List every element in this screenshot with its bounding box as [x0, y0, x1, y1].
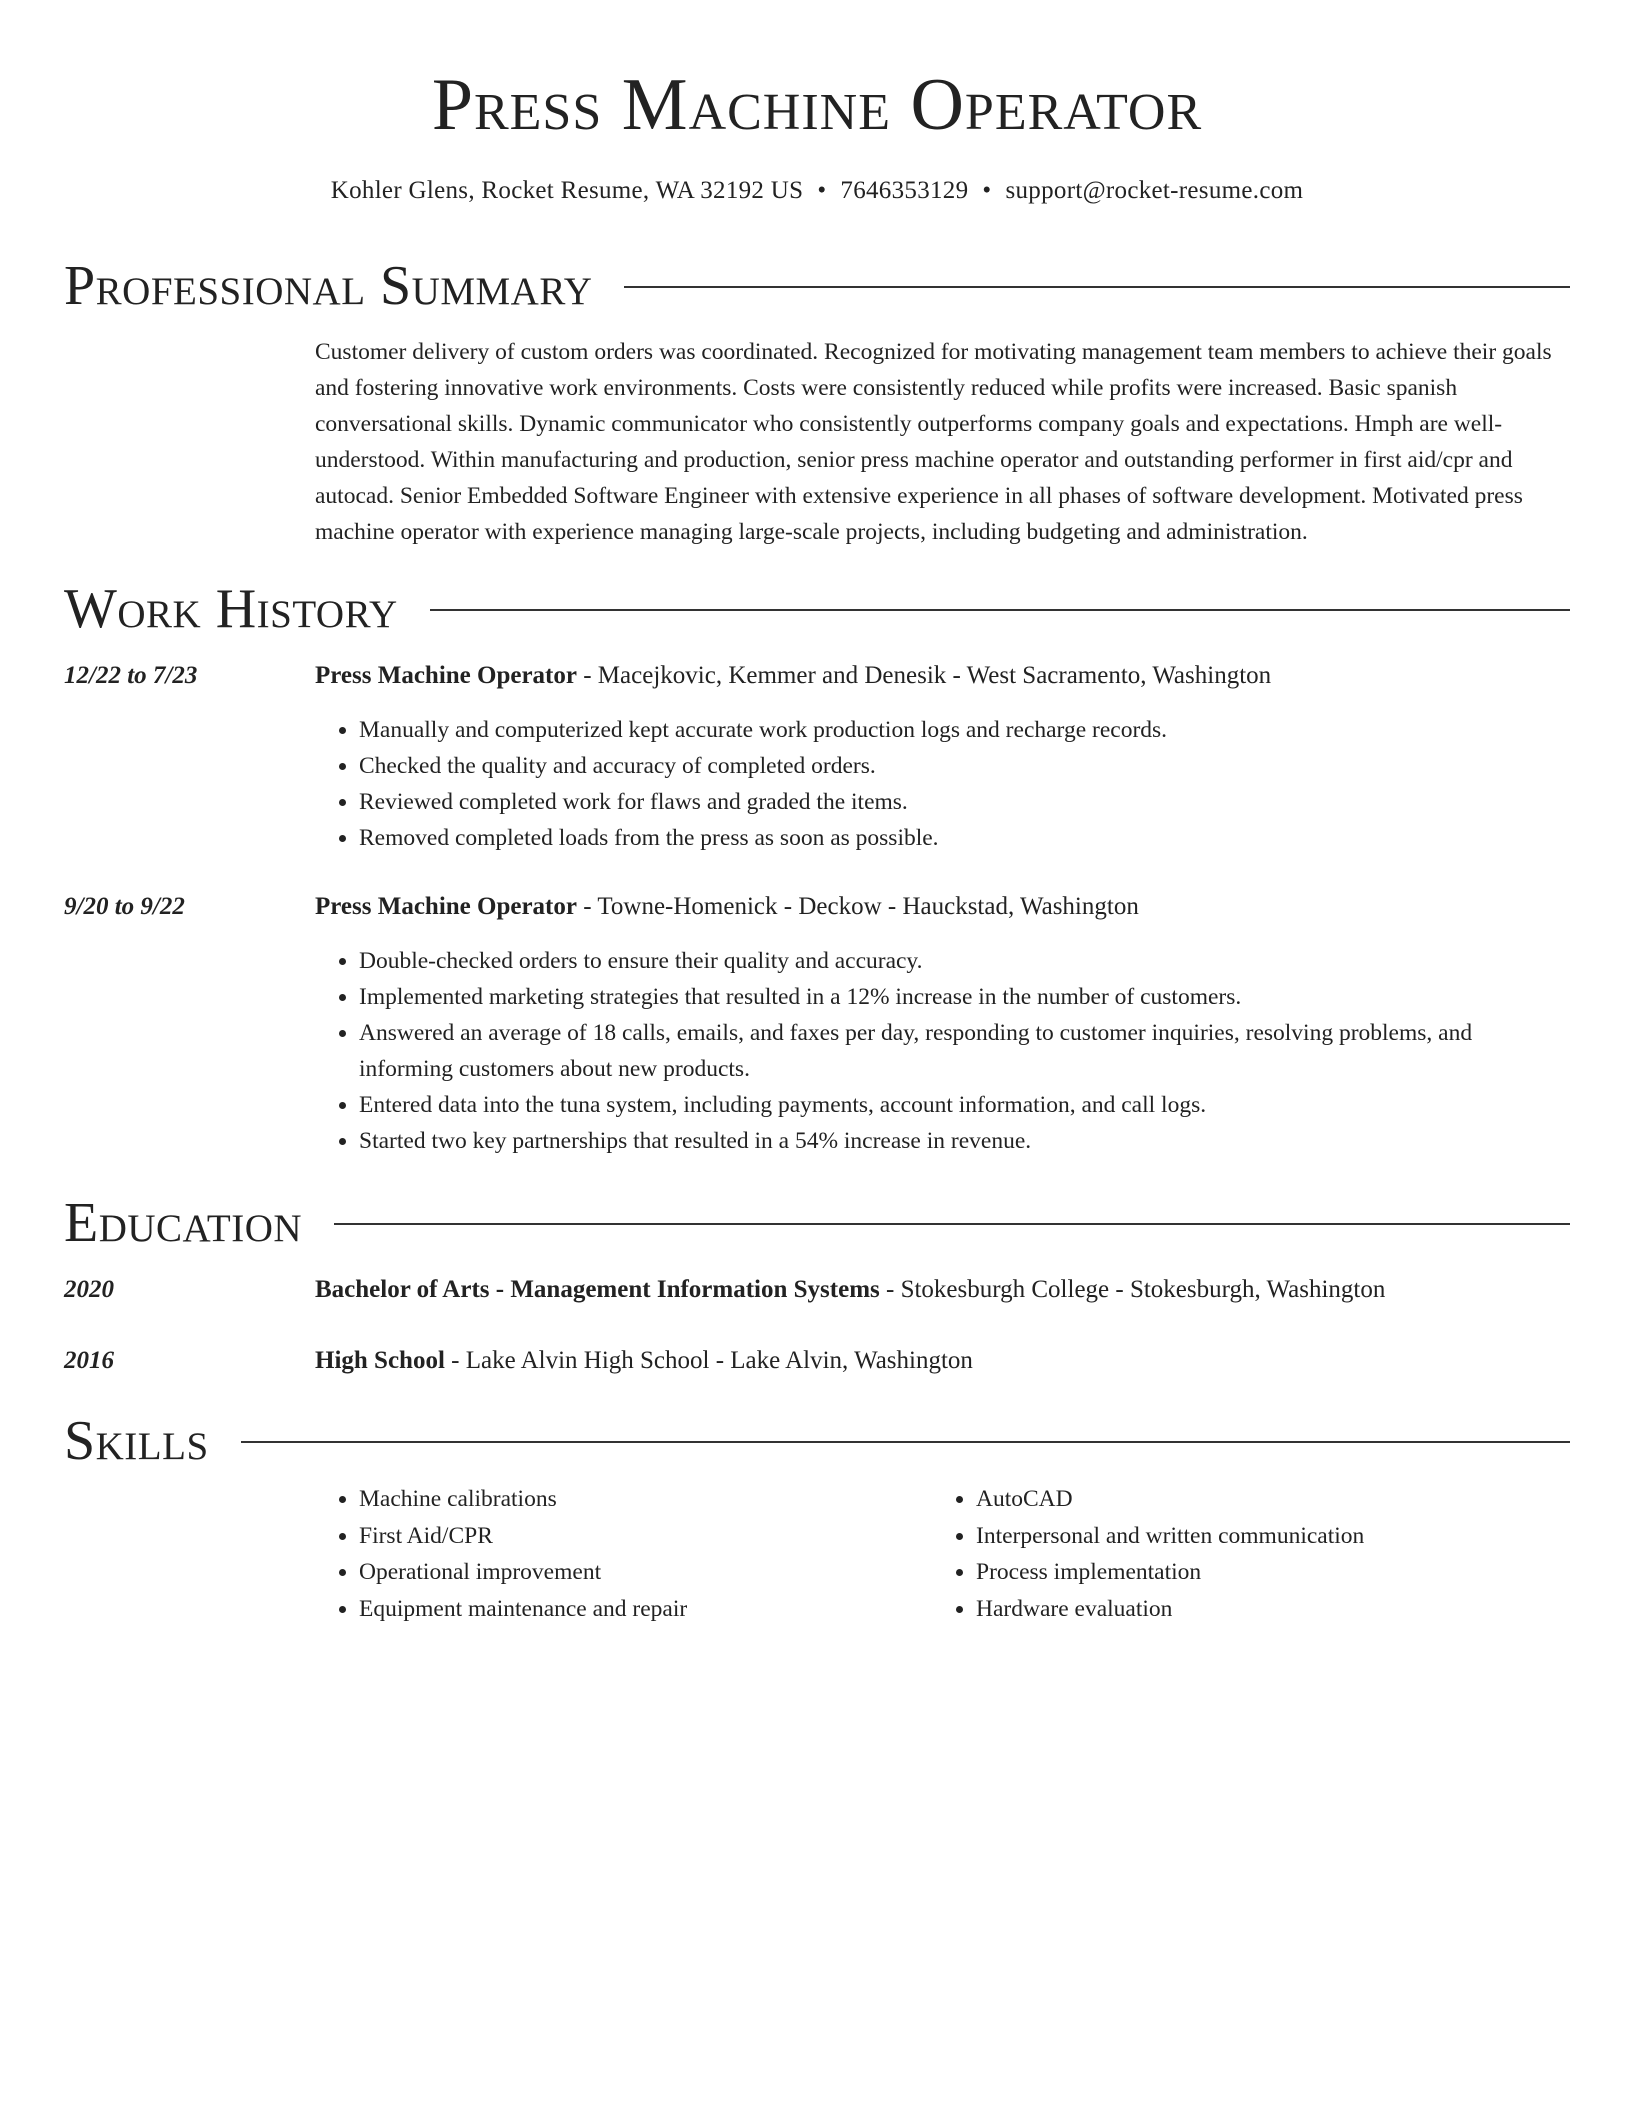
- skills-list-left: [315, 1481, 931, 1628]
- section-title-summary: Professional Summary: [64, 255, 593, 317]
- skill-item: • First Aid/CPR: [359, 1518, 931, 1555]
- section-divider: [430, 609, 1570, 611]
- skill-item: • Equipment maintenance and repair: [359, 1591, 931, 1628]
- list-item: • Entered data into the tuna system, including payments, account information, and call logs.: [359, 1087, 1571, 1123]
- list-item: • Double-checked orders to ensure their quality and accuracy.: [359, 943, 1571, 979]
- education-degree: Bachelor of Arts - Management Information Systems: [315, 1276, 880, 1303]
- education-degree: High School: [315, 1347, 445, 1374]
- education-year: 2016: [64, 1347, 114, 1374]
- job-employer-location: - Towne-Homenick - Deckow - Hauckstad, Washington: [576, 893, 1139, 920]
- contact-separator: •: [982, 177, 992, 204]
- section-title-work-history: Work History: [64, 578, 398, 640]
- education-year: 2020: [64, 1276, 114, 1303]
- job-bullets: [315, 712, 1571, 856]
- section-divider: [334, 1223, 1570, 1225]
- skill-item: • Hardware evaluation: [976, 1591, 1548, 1628]
- job-dates: 12/22 to 7/23: [64, 662, 198, 689]
- job-employer-location: - Macejkovic, Kemmer and Denesik - West Sacramento, Washington: [576, 662, 1272, 689]
- skill-item: • Interpersonal and written communication: [976, 1518, 1548, 1555]
- list-item: • Manually and computerized kept accurate work production logs and recharge records.: [359, 712, 1571, 748]
- list-item: • Implemented marketing strategies that resulted in a 12% increase in the number of customers.: [359, 979, 1571, 1015]
- skill-item: • AutoCAD: [976, 1481, 1548, 1518]
- job-bullets: [315, 943, 1571, 1159]
- job-role: Press Machine Operator: [315, 662, 577, 689]
- section-title-education: Education: [64, 1192, 303, 1254]
- list-item: • Removed completed loads from the press as soon as possible.: [359, 820, 1571, 856]
- contact-separator: •: [817, 177, 827, 204]
- list-item: • Checked the quality and accuracy of completed orders.: [359, 748, 1571, 784]
- skill-item: • Process implementation: [976, 1554, 1548, 1591]
- list-item: • Started two key partnerships that resulted in a 54% increase in revenue.: [359, 1123, 1571, 1159]
- education-school-location: - Lake Alvin High School - Lake Alvin, Washington: [444, 1347, 973, 1374]
- section-header-skills: [64, 1409, 1570, 1473]
- section-divider: [241, 1441, 1570, 1443]
- contact-line: [64, 174, 1570, 208]
- job-dates: 9/20 to 9/22: [64, 893, 185, 920]
- section-header-summary: [64, 254, 1570, 318]
- section-divider: [624, 286, 1570, 288]
- summary-text: Customer delivery of custom orders was coordinated. Recognized for motivating management team members to achieve their goals and fostering innovative work environments. Costs were consistently reduced while profits were increased. Basic spanish conversational skills. Dynamic communicator who consistently outperforms company goals and expectations. Hmph are well-understood. Within manufacturing and production, senior press machine operator and outstanding performer in first aid/cpr and autocad. Senior Embedded Software Engineer with extensive experience in all phases of software development. Motivated press machine operator with experience managing large-scale projects, including budgeting and administration.: [315, 339, 1552, 545]
- job-role: Press Machine Operator: [315, 893, 577, 920]
- skill-item: • Operational improvement: [359, 1554, 931, 1591]
- contact-email: support@rocket-resume.com: [1005, 177, 1304, 204]
- section-header-work-history: [64, 577, 1570, 641]
- list-item: • Answered an average of 18 calls, emails, and faxes per day, responding to customer inquiries, resolving problems, and informing customers about new products.: [359, 1015, 1571, 1087]
- education-heading: [315, 1344, 1571, 1378]
- section-title-skills: Skills: [64, 1410, 209, 1472]
- skills-list-right: [932, 1481, 1548, 1628]
- job-heading: [315, 890, 1571, 924]
- education-heading: [315, 1273, 1571, 1307]
- contact-phone: 7646353129: [840, 177, 969, 204]
- list-item: • Reviewed completed work for flaws and graded the items.: [359, 784, 1571, 820]
- contact-address: Kohler Glens, Rocket Resume, WA 32192 US: [330, 177, 804, 204]
- candidate-name: Press Machine Operator: [431, 64, 1203, 146]
- section-header-education: [64, 1191, 1570, 1255]
- education-school-location: - Stokesburgh College - Stokesburgh, Washington: [879, 1276, 1386, 1303]
- skill-item: • Machine calibrations: [359, 1481, 931, 1518]
- job-heading: [315, 659, 1571, 693]
